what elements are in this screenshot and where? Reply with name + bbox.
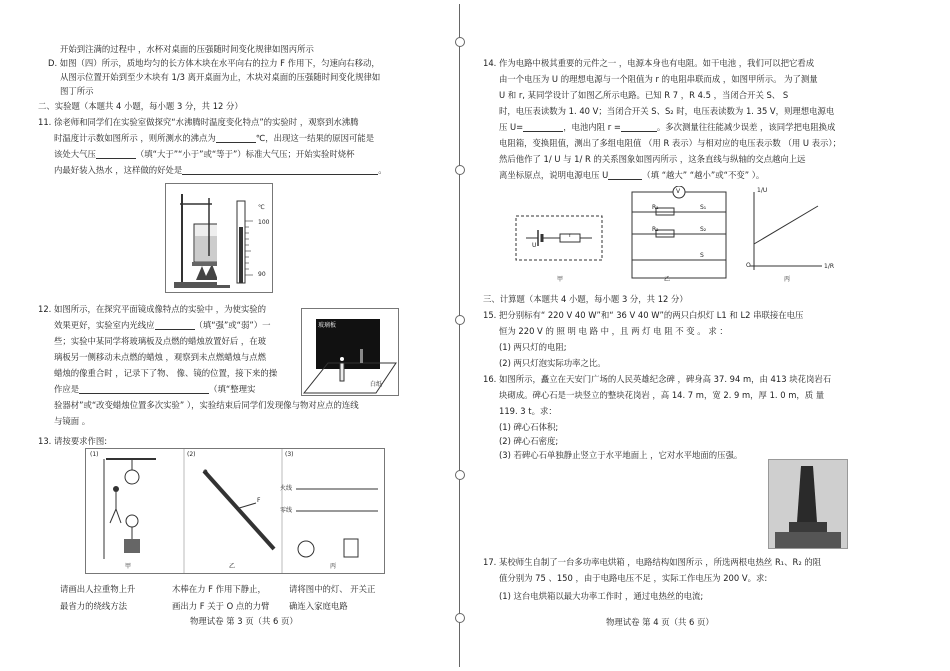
fig14-caption-bing: 丙 bbox=[784, 276, 791, 283]
force-arrow bbox=[236, 503, 256, 509]
bulb bbox=[298, 541, 314, 557]
text-line: 时，电压表读数为 1. 40 V；当闭合开关 S、S₂ 时，电压表读数为 1. 35 V，则理想电源电 bbox=[499, 106, 835, 116]
text-line: 值分别为 75 、150 ，由于电路电压不足 ，实际工作电压为 200 V。求: bbox=[499, 573, 768, 583]
thermometer-unit: ℃ bbox=[258, 204, 265, 211]
text-line bbox=[499, 122, 835, 132]
fig14-caption-yi: 乙 bbox=[664, 276, 671, 283]
task-caption: 请将图中的灯、 开关正 bbox=[289, 584, 376, 594]
page-divider bbox=[459, 4, 460, 667]
text-line: (2) 两只灯泡实际功率之比。 bbox=[499, 358, 606, 368]
answer-blank[interactable] bbox=[608, 170, 642, 180]
live-wire-label: 火线 bbox=[280, 485, 293, 492]
text-line: 然后他作了 1/ U 与 1/ R 的关系图象如图丙所示 ，这条直线与纵轴的交点越向上远 bbox=[499, 154, 806, 164]
monument-base bbox=[789, 522, 827, 532]
binding-hole bbox=[455, 315, 465, 325]
answer-blank[interactable] bbox=[182, 165, 378, 175]
pivot-label: O bbox=[203, 469, 208, 476]
unlit-candle bbox=[360, 349, 363, 363]
task-caption: 画出力 F 关于 O 点的力臂 bbox=[172, 601, 270, 611]
flame bbox=[196, 264, 218, 280]
origin-label: O bbox=[746, 262, 751, 269]
test-circuit-outline bbox=[632, 192, 726, 278]
drawing-tasks-figure bbox=[85, 448, 385, 574]
text-span: （填“整理实 bbox=[209, 384, 256, 394]
scale-ticks bbox=[245, 221, 253, 275]
text-line bbox=[54, 320, 270, 330]
exam-page-4 bbox=[476, 0, 950, 671]
graph-line bbox=[754, 206, 818, 244]
text-line: (3) 若碑心石单独静止竖立于水平地面上 ，它对水平地面的压强。 bbox=[499, 450, 743, 460]
drawing-tasks bbox=[86, 449, 384, 573]
text-line: (1) 两只灯的电阻; bbox=[499, 342, 567, 352]
task-caption: 木棒在力 F 作用下静止， bbox=[172, 584, 266, 594]
answer-blank[interactable] bbox=[155, 320, 195, 330]
binding-hole bbox=[455, 613, 465, 623]
text-line: (1) 这台电烘箱以最大功率工作时 ，通过电热丝的电流; bbox=[499, 591, 704, 601]
text-span: 作应是 bbox=[54, 384, 80, 394]
force-label: F bbox=[257, 497, 261, 504]
monument-drawing bbox=[769, 460, 847, 548]
text-line: 与镜面 。 bbox=[54, 416, 91, 426]
text-line: 从图示位置开始到至少木块有 1/3 离开桌面为止，木块对桌面的压强随时间变化规律如 bbox=[60, 72, 381, 82]
task-caption: 最省力的绕线方法 bbox=[60, 601, 127, 611]
text-span: ，电池内阻 r = bbox=[563, 122, 621, 132]
text-span: 。多次测量往往能减少误差 ，该同学把电阻换成 bbox=[656, 122, 836, 132]
text-span: （填“大于”“小于”或“等于”）标准大气压；开始实验时烧杯 bbox=[135, 149, 355, 159]
mirror-drawing bbox=[302, 309, 398, 395]
text-line bbox=[54, 384, 255, 394]
fig13-label-3: (3) bbox=[285, 451, 294, 458]
text-line bbox=[499, 170, 764, 180]
text-line: 恒为 220 V 的 照 明 电 路 中 ，且 两 灯 电 阻 不 变 。 求 ： bbox=[499, 326, 728, 336]
text-line: 由一个电压为 U 的理想电源与一个阻值为 r 的电阻串联而成 ，如图甲所示。 为了测量 bbox=[499, 74, 818, 84]
fig13-caption-jia: 甲 bbox=[125, 563, 132, 570]
text-line: 开始到注满的过程中 ，水杯对桌面的压强随时间变化规律如图丙所示 bbox=[60, 44, 314, 54]
fig13-label-2: (2) bbox=[187, 451, 196, 458]
r2-label: R₂ bbox=[652, 226, 659, 233]
thermometer-label-100: 100 bbox=[258, 219, 270, 226]
question-12: 12. 如图所示，在探究平面镜成像特点的实验中 ，为使实验的 bbox=[38, 304, 267, 314]
text-line bbox=[54, 133, 374, 143]
text-line: 图丁所示 bbox=[60, 86, 94, 96]
battery-circuits bbox=[512, 186, 835, 286]
text-span: 效果更好，实验室内光线应 bbox=[54, 320, 155, 330]
text-span: （填 “越大” “越小”或“不变” ）。 bbox=[642, 170, 765, 180]
answer-blank[interactable] bbox=[216, 133, 256, 143]
question-14: 14. 作为电路中极其重要的元件之一 ，电源本身也有电阻。如干电池 ，我们可以把它看成 bbox=[483, 58, 815, 68]
section-heading: 三、计算题（本题共 4 小题，每小题 3 分，共 12 分） bbox=[483, 294, 688, 304]
page-footer: 物理试卷 第 4 页（共 6 页） bbox=[606, 617, 714, 627]
fig13-caption-yi: 乙 bbox=[229, 563, 236, 570]
s2-label: S₂ bbox=[700, 226, 707, 233]
text-span: 压 U= bbox=[499, 122, 524, 132]
text-line: U 和 r, 某同学设计了如图乙所示电路。已知 R 7 ，R 4.5 ，当闭合开关 S、 S bbox=[499, 90, 789, 100]
fig14-caption-jia: 甲 bbox=[557, 276, 564, 283]
text-span: 内最好装入热水 ，这样做的好处是 bbox=[54, 165, 183, 175]
glass-plate-label: 玻璃板 bbox=[318, 322, 337, 329]
task-caption: 请画出人拉重物上升 bbox=[60, 584, 136, 594]
fig13-label-1: (1) bbox=[90, 451, 99, 458]
lit-candle bbox=[340, 363, 344, 381]
binding-hole bbox=[455, 37, 465, 47]
text-line: 璃板另一侧移动未点燃的蜡烛 ，观察到未点燃蜡烛与点燃 bbox=[54, 352, 267, 362]
text-line bbox=[54, 165, 387, 175]
question-17: 17. 某校师生自制了一台多功率电烘箱 ，电路结构如图所示 ，所选两根电热丝 R₁、R₂ 的阻 bbox=[483, 557, 822, 567]
fixed-pulley bbox=[125, 470, 139, 484]
question-13: 13. 请按要求作图: bbox=[38, 436, 108, 446]
switch bbox=[344, 539, 358, 557]
r1-label: R₁ bbox=[652, 204, 659, 211]
exam-page-3 bbox=[0, 0, 450, 671]
text-line: (1) 碑心石体积; bbox=[499, 422, 559, 432]
wooden-stick bbox=[204, 471, 274, 549]
source-u-label: U bbox=[532, 242, 537, 249]
person-head bbox=[113, 486, 119, 492]
section-heading: 二、实验题（本题共 4 小题，每小题 3 分，共 12 分） bbox=[38, 101, 243, 111]
binding-hole bbox=[455, 470, 465, 480]
question-16: 16. 如图所示，矗立在天安门广场的人民英雄纪念碑 ，碑身高 37. 94 m，由 413 块花岗岩石 bbox=[483, 374, 832, 384]
text-line: 119. 3 t。求： bbox=[499, 406, 557, 416]
text-span: 该处大气压 bbox=[54, 149, 96, 159]
mirror-experiment-figure bbox=[301, 308, 399, 396]
battery-circuit-figures bbox=[512, 186, 835, 286]
s1-label: S₁ bbox=[700, 204, 707, 211]
fig13-caption-bing: 丙 bbox=[330, 563, 337, 570]
candle-flame bbox=[340, 357, 344, 361]
monument-photo bbox=[768, 459, 848, 549]
text-line: D. 如图（四）所示，质地均匀的长方体木块在水平向右的拉力 F 作用下，匀速向右移动， bbox=[48, 58, 380, 68]
answer-blank[interactable] bbox=[79, 384, 209, 394]
text-span: ℃，出现这一结果的原因可能是 bbox=[255, 133, 375, 143]
text-line: 电阻箱，变换阻值，测出了多组电阻值 （用 R 表示）与相对应的电压表示数 （用 U 表示）； bbox=[499, 138, 841, 148]
question-11: 11. 徐老师和同学们在实验室做探究“水沸腾时温度变化特点”的实验时 ，观察到水沸腾 bbox=[38, 117, 359, 127]
text-line bbox=[54, 149, 355, 159]
text-span: （填“强”或“弱”）一 bbox=[194, 320, 271, 330]
weight bbox=[124, 539, 140, 553]
neutral-wire-label: 零线 bbox=[280, 507, 293, 514]
s-label: S bbox=[700, 252, 704, 259]
text-span: 时温度计示数如图所示 ，则所测水的沸点为 bbox=[54, 133, 216, 143]
answer-blank[interactable] bbox=[523, 122, 563, 132]
movable-pulley bbox=[126, 515, 138, 527]
text-line: (2) 碑心石密度; bbox=[499, 436, 559, 446]
y-axis-label: 1/U bbox=[757, 187, 768, 194]
text-span: 离坐标原点，说明电源电压 U bbox=[499, 170, 609, 180]
monument-terrace bbox=[775, 532, 841, 548]
page-footer: 物理试卷 第 3 页（共 6 页） bbox=[190, 616, 298, 626]
mercury-column bbox=[239, 227, 243, 283]
internal-r-label: r bbox=[569, 232, 572, 239]
answer-blank[interactable] bbox=[96, 149, 136, 159]
answer-blank[interactable] bbox=[621, 122, 657, 132]
text-line: 些；实验中某同学将玻璃板及点燃的蜡烛放置好后 ，在玻 bbox=[54, 336, 267, 346]
text-line: 块砌成。碑心石是一块竖立的整块花岗岩 ，高 14. 7 m，宽 2. 9 m，厚 1. 0 m，质 量 bbox=[499, 390, 825, 400]
text-span: 。 bbox=[378, 165, 387, 175]
x-axis-label: 1/R bbox=[824, 263, 835, 270]
task-caption: 确连入家庭电路 bbox=[289, 601, 348, 611]
text-line: 蜡烛的像重合时 ，记录下了物、 像、镜的位置，接下来的操 bbox=[54, 368, 278, 378]
voltmeter-label: V bbox=[676, 188, 681, 195]
text-line: 验器材”或“改变蜡烛位置多次实验” ），实验结束后同学们发现像与物对应点的连线 bbox=[54, 400, 359, 410]
white-paper-label: 白纸 bbox=[370, 381, 383, 388]
thermometer-label-90: 90 bbox=[258, 271, 266, 278]
question-15: 15. 把分别标有“ 220 V 40 W”和“ 36 V 40 W”的两只白炽灯 L1 和 L2 串联接在电压 bbox=[483, 310, 804, 320]
binding-hole bbox=[455, 165, 465, 175]
